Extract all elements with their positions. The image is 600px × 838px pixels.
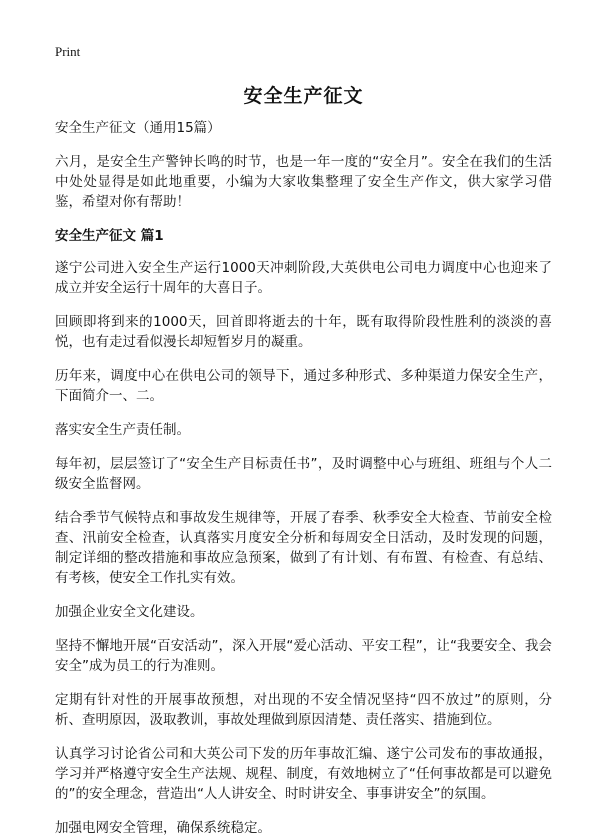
section-heading: 安全生产征文 篇1 <box>55 228 164 244</box>
print-label: Print <box>55 44 81 59</box>
body-paragraph: 落实安全生产责任制。 <box>55 422 190 438</box>
body-paragraph: 结合季节气候特点和事故发生规律等，开展了春季、秋季安全大检查、节前安全检查、汛前安全检查，认真落实月度安全分析和每周安全日活动，及时发现的问题，制定详细的整改措施和事故应急预案，做到了有计划、有布置、有检查、有总结、有考核，使安全工作扎实有效。 <box>55 510 552 586</box>
intro-paragraph: 六月，是安全生产警钟长鸣的时节，也是一年一度的“安全月”。安全在我们的生活中处处显得是如此地重要，小编为大家收集整理了安全生产作文，供大家学习借鉴，希望对你有帮助！ <box>55 154 552 210</box>
body-paragraph: 认真学习讨论省公司和大英公司下发的历年事故汇编、遂宁公司发布的事故通报，学习并严格遵守安全生产法规、规程、制度，有效地树立了“任何事故都是可以避免的”的安全理念，营造出“人人讲安全、时时讲安全、事事讲安全”的氛围。 <box>55 746 552 802</box>
body-paragraph: 历年来，调度中心在供电公司的领导下，通过多种形式、多种渠道力保安全生产，下面简介一、二。 <box>55 368 552 404</box>
body-paragraph: 遂宁公司进入安全生产运行1000天冲刺阶段,大英供电公司电力调度中心也迎来了成立并安全运行十周年的大喜日子。 <box>55 260 552 296</box>
body-paragraph: 坚持不懈地开展“百安活动”，深入开展“爱心活动、平安工程”，让“我要安全、我会安全”成为员工的行为准则。 <box>55 638 552 674</box>
body-paragraph: 每年初，层层签订了“安全生产目标责任书”，及时调整中心与班组、班组与个人二级安全监督网。 <box>55 456 552 492</box>
body-paragraph: 加强企业安全文化建设。 <box>55 604 204 620</box>
body-paragraph: 定期有针对性的开展事故预想，对出现的不安全情况坚持“四不放过”的原则，分析、查明原因，汲取教训，事故处理做到原因清楚、责任落实、措施到位。 <box>55 692 552 728</box>
page-title: 安全生产征文 <box>243 85 364 107</box>
document-subtitle: 安全生产征文（通用15篇） <box>55 120 221 136</box>
body-paragraph: 加强电网安全管理，确保系统稳定。 <box>55 820 271 836</box>
body-paragraph: 回顾即将到来的1000天，回首即将逝去的十年，既有取得阶段性胜利的淡淡的喜悦，也有走过看似漫长却短暂岁月的凝重。 <box>55 314 552 350</box>
